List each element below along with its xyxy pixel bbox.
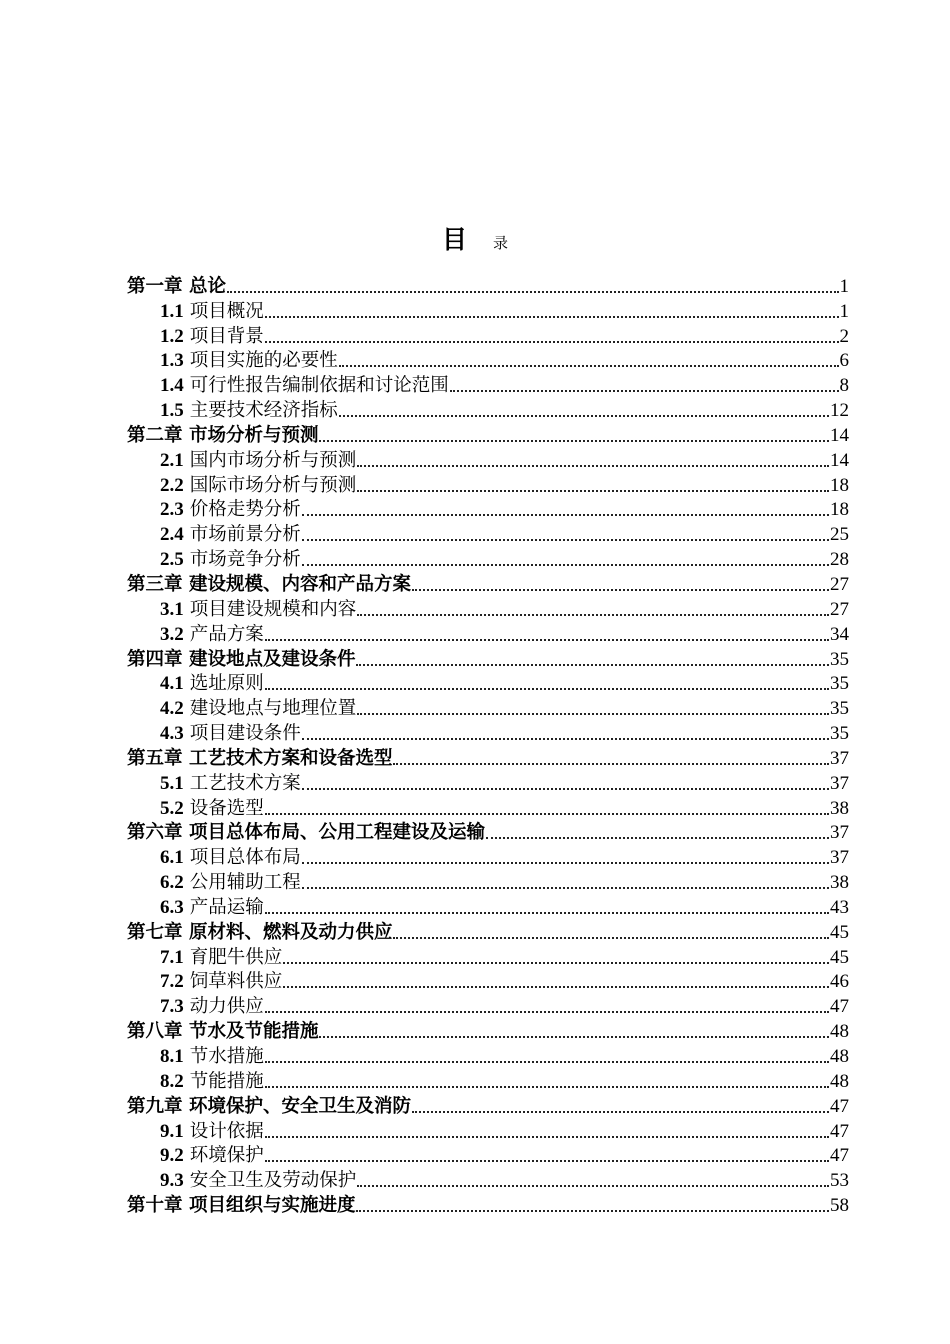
toc-section-label: 市场前景分析	[189, 524, 301, 546]
toc-dot-leader	[302, 862, 829, 864]
toc-section-number: 7.2	[160, 971, 184, 993]
toc-section-number: 1.1	[160, 300, 184, 322]
toc-dot-leader	[283, 962, 829, 964]
toc-page-number: 27	[830, 573, 849, 595]
toc-dot-leader	[450, 390, 839, 392]
toc-chapter-entry[interactable]	[127, 920, 849, 945]
toc-page-number: 35	[830, 698, 849, 720]
toc-page-number: 25	[830, 524, 849, 546]
toc-page-number: 37	[830, 847, 849, 869]
toc-section-entry[interactable]	[127, 1069, 849, 1094]
toc-chapter-label: 第九章 环境保护、安全卫生及消防	[127, 1095, 411, 1117]
toc-section-number: 2.2	[160, 474, 184, 496]
toc-title	[0, 220, 950, 256]
toc-section-label: 可行性报告编制依据和讨论范围	[189, 375, 449, 397]
toc-page-number: 12	[830, 400, 849, 422]
toc-section-label: 设计依据	[189, 1120, 264, 1142]
toc-dot-leader	[265, 316, 839, 318]
toc-dot-leader	[357, 614, 829, 616]
toc-dot-leader	[265, 688, 829, 690]
toc-section-label: 市场竞争分析	[189, 549, 301, 571]
toc-section-entry[interactable]	[127, 522, 849, 547]
toc-dot-leader	[393, 763, 829, 765]
toc-chapter-entry[interactable]	[127, 423, 849, 448]
toc-section-entry[interactable]	[127, 771, 849, 796]
toc-chapter-label: 第二章 市场分析与预测	[127, 424, 319, 446]
toc-section-entry[interactable]	[127, 1168, 849, 1193]
toc-dot-leader	[302, 887, 829, 889]
toc-dot-leader	[302, 738, 829, 740]
toc-page-number: 34	[830, 623, 849, 645]
toc-dot-leader	[302, 539, 829, 541]
toc-section-label: 环境保护	[189, 1145, 264, 1167]
toc-chapter-label: 第八章 节水及节能措施	[127, 1021, 319, 1043]
toc-page-number: 8	[839, 375, 849, 397]
toc-page-number: 46	[830, 971, 849, 993]
toc-page-number: 2	[839, 325, 849, 347]
toc-dot-leader	[265, 1011, 829, 1013]
toc-section-number: 1.2	[160, 325, 184, 347]
toc-page-number: 1	[839, 275, 849, 297]
toc-dot-leader	[265, 1061, 829, 1063]
toc-section-label: 项目总体布局	[189, 847, 301, 869]
toc-section-label: 项目背景	[189, 325, 264, 347]
toc-chapter-entry[interactable]	[127, 1193, 849, 1218]
toc-dot-leader	[319, 440, 829, 442]
toc-section-entry[interactable]	[127, 373, 849, 398]
toc-page-number: 37	[830, 772, 849, 794]
toc-section-entry[interactable]	[127, 299, 849, 324]
toc-chapter-entry[interactable]	[127, 647, 849, 672]
toc-page-number: 14	[830, 424, 849, 446]
toc-section-number: 1.4	[160, 375, 184, 397]
toc-section-number: 3.2	[160, 623, 184, 645]
toc-section-entry[interactable]	[127, 1044, 849, 1069]
toc-section-entry[interactable]	[127, 796, 849, 821]
toc-section-number: 9.1	[160, 1120, 184, 1142]
toc-dot-leader	[357, 465, 829, 467]
toc-page-number: 28	[830, 549, 849, 571]
toc-section-number: 9.3	[160, 1170, 184, 1192]
toc-section-label: 主要技术经济指标	[189, 400, 338, 422]
toc-section-number: 4.1	[160, 673, 184, 695]
toc-page-number: 45	[830, 921, 849, 943]
toc-page-number: 43	[830, 896, 849, 918]
toc-section-number: 2.1	[160, 449, 184, 471]
toc-chapter-label: 第七章 原材料、燃料及动力供应	[127, 921, 393, 943]
toc-dot-leader	[356, 664, 829, 666]
toc-section-entry[interactable]	[127, 845, 849, 870]
table-of-contents	[127, 274, 849, 1218]
toc-page-number: 47	[830, 996, 849, 1018]
toc-section-entry[interactable]	[127, 945, 849, 970]
toc-section-label: 饲草料供应	[189, 971, 283, 993]
toc-chapter-label: 第四章 建设地点及建设条件	[127, 648, 356, 670]
toc-page-number: 47	[830, 1120, 849, 1142]
toc-dot-leader	[486, 837, 829, 839]
toc-chapter-entry[interactable]	[127, 1019, 849, 1044]
toc-section-entry[interactable]	[127, 994, 849, 1019]
toc-dot-leader	[265, 912, 829, 914]
toc-section-label: 国内市场分析与预测	[189, 449, 357, 471]
toc-section-label: 工艺技术方案	[189, 772, 301, 794]
toc-section-number: 4.3	[160, 723, 184, 745]
toc-section-number: 4.2	[160, 698, 184, 720]
toc-section-number: 5.1	[160, 772, 184, 794]
toc-chapter-label: 第五章 工艺技术方案和设备选型	[127, 747, 393, 769]
toc-section-label: 产品运输	[189, 896, 264, 918]
toc-page-number: 48	[830, 1070, 849, 1092]
toc-section-label: 建设地点与地理位置	[189, 698, 357, 720]
toc-section-number: 8.1	[160, 1046, 184, 1067]
toc-section-label: 育肥牛供应	[189, 946, 283, 968]
toc-section-entry[interactable]	[127, 721, 849, 746]
toc-dot-leader	[412, 589, 829, 591]
toc-page-number: 38	[830, 797, 849, 819]
toc-section-entry[interactable]	[127, 349, 849, 374]
toc-dot-leader	[265, 1086, 829, 1088]
toc-section-label: 节水措施	[189, 1046, 264, 1067]
toc-chapter-label: 第一章 总论	[127, 275, 226, 297]
toc-section-label: 项目建设规模和内容	[189, 598, 357, 620]
toc-dot-leader	[357, 1185, 829, 1187]
toc-chapter-entry[interactable]	[127, 746, 849, 771]
toc-dot-leader	[302, 564, 829, 566]
toc-chapter-label: 第六章 项目总体布局、公用工程建设及运输	[127, 822, 485, 844]
toc-chapter-entry[interactable]	[127, 274, 849, 299]
toc-section-number: 8.2	[160, 1070, 184, 1092]
toc-section-entry[interactable]	[127, 498, 849, 523]
toc-section-entry[interactable]	[127, 1144, 849, 1169]
toc-section-entry[interactable]	[127, 448, 849, 473]
toc-page-number: 38	[830, 872, 849, 894]
toc-dot-leader	[265, 639, 829, 641]
toc-dot-leader	[265, 1136, 829, 1138]
toc-chapter-label: 第十章 项目组织与实施进度	[127, 1195, 356, 1217]
toc-page-number: 47	[830, 1145, 849, 1167]
toc-page-number: 1	[839, 300, 849, 322]
toc-section-label: 项目实施的必要性	[189, 350, 338, 372]
toc-page-number: 35	[830, 673, 849, 695]
toc-section-entry[interactable]	[127, 398, 849, 423]
toc-section-entry[interactable]	[127, 473, 849, 498]
toc-page-number: 18	[830, 499, 849, 521]
toc-dot-leader	[357, 490, 829, 492]
toc-section-number: 6.1	[160, 847, 184, 869]
toc-title-sub: 录	[493, 234, 509, 252]
toc-dot-leader	[339, 415, 829, 417]
toc-section-number: 2.4	[160, 524, 184, 546]
toc-section-number: 6.2	[160, 872, 184, 894]
toc-section-label: 安全卫生及劳动保护	[189, 1170, 357, 1192]
toc-dot-leader	[265, 813, 829, 815]
toc-section-label: 项目概况	[189, 300, 264, 322]
toc-section-number: 2.5	[160, 549, 184, 571]
toc-section-entry[interactable]	[127, 1119, 849, 1144]
toc-section-label: 公用辅助工程	[189, 872, 301, 894]
toc-section-number: 3.1	[160, 598, 184, 620]
toc-page-number: 47	[830, 1095, 849, 1117]
toc-section-label: 设备选型	[189, 797, 264, 819]
toc-section-label: 选址原则	[189, 673, 264, 695]
toc-dot-leader	[319, 1036, 829, 1038]
toc-section-number: 2.3	[160, 499, 184, 521]
toc-chapter-entry[interactable]	[127, 821, 849, 846]
toc-page-number: 18	[830, 474, 849, 496]
toc-dot-leader	[412, 1111, 829, 1113]
toc-page-number: 58	[830, 1195, 849, 1217]
toc-section-label: 动力供应	[189, 996, 264, 1018]
toc-section-number: 5.2	[160, 797, 184, 819]
toc-section-entry[interactable]	[127, 696, 849, 721]
toc-dot-leader	[302, 514, 829, 516]
toc-section-number: 1.5	[160, 400, 184, 422]
toc-section-label: 国际市场分析与预测	[189, 474, 357, 496]
toc-page-number: 35	[830, 723, 849, 745]
toc-chapter-entry[interactable]	[127, 1094, 849, 1119]
toc-dot-leader	[283, 986, 829, 988]
toc-dot-leader	[265, 1160, 829, 1162]
toc-section-number: 7.3	[160, 996, 184, 1018]
toc-dot-leader	[302, 788, 829, 790]
toc-dot-leader	[357, 713, 829, 715]
toc-section-entry[interactable]	[127, 870, 849, 895]
toc-page-number: 53	[830, 1170, 849, 1192]
toc-section-number: 1.3	[160, 350, 184, 372]
toc-dot-leader	[356, 1210, 829, 1212]
toc-page-number: 45	[830, 946, 849, 968]
toc-section-label: 节能措施	[189, 1070, 264, 1092]
toc-page-number: 37	[830, 747, 849, 769]
toc-page-number: 27	[830, 598, 849, 620]
toc-section-entry[interactable]	[127, 672, 849, 697]
toc-dot-leader	[265, 341, 839, 343]
toc-section-entry[interactable]	[127, 324, 849, 349]
toc-section-number: 9.2	[160, 1145, 184, 1167]
toc-section-number: 7.1	[160, 946, 184, 968]
toc-section-entry[interactable]	[127, 970, 849, 995]
toc-page-number: 48	[830, 1021, 849, 1043]
toc-dot-leader	[227, 291, 839, 293]
toc-page-number: 35	[830, 648, 849, 670]
toc-page-number: 37	[830, 822, 849, 844]
toc-section-entry[interactable]	[127, 622, 849, 647]
toc-section-entry[interactable]	[127, 895, 849, 920]
toc-section-number: 6.3	[160, 896, 184, 918]
toc-chapter-entry[interactable]	[127, 572, 849, 597]
toc-page-number: 14	[830, 449, 849, 471]
toc-section-label: 项目建设条件	[189, 723, 301, 745]
toc-dot-leader	[339, 365, 839, 367]
toc-section-label: 产品方案	[189, 623, 264, 645]
toc-section-label: 价格走势分析	[189, 499, 301, 521]
toc-page-number: 6	[839, 350, 849, 372]
toc-dot-leader	[393, 937, 829, 939]
toc-page-number: 48	[830, 1046, 849, 1067]
toc-section-entry[interactable]	[127, 547, 849, 572]
toc-chapter-label: 第三章 建设规模、内容和产品方案	[127, 573, 411, 595]
toc-section-entry[interactable]	[127, 597, 849, 622]
toc-title-main: 目	[441, 225, 467, 254]
